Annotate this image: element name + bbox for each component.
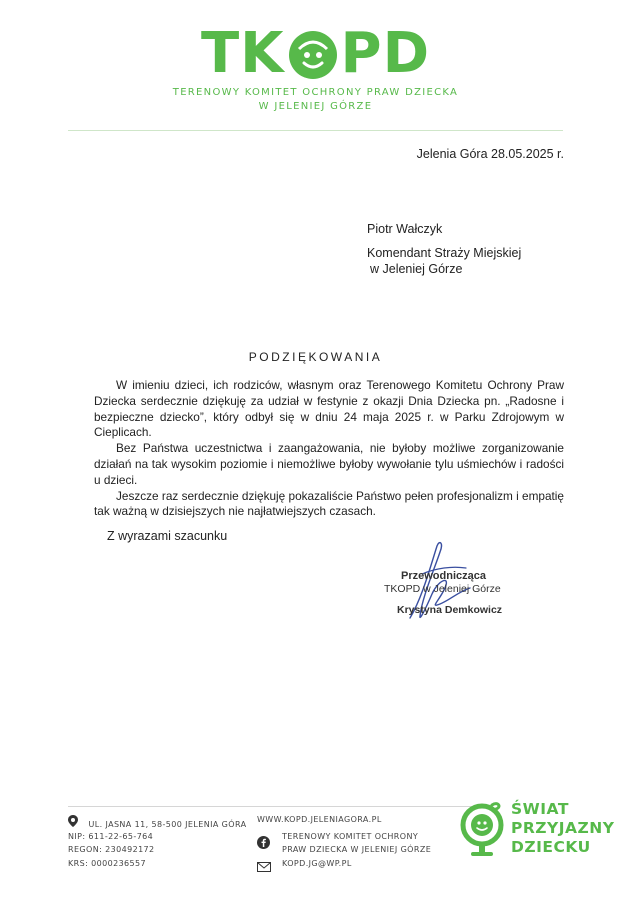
- footer-email-link[interactable]: KOPD.JG@WP.PL: [282, 859, 352, 868]
- body-paragraph-3: Jeszcze raz serdecznie dziękuję pokazaliście Państwo pełen profesjonalizm i empatię tak ważną w dzisiejszych nie najłatwiejszych czasach.: [94, 488, 564, 519]
- footer-address: [68, 814, 246, 832]
- body-paragraph-1: W imieniu dzieci, ich rodziców, własnym oraz Terenowego Komitetu Ochrony Praw Dziecka serdecznie dziękuję za udział w festynie z okazji Dnia Dziecka pn. „Radosne i bezpieczne dziecko”, który odbył się w dniu 24 maja 2025 r. w Parku Zdrojowym w Cieplicach.: [94, 378, 564, 440]
- map-pin-icon: [68, 814, 78, 832]
- letter-body: [94, 378, 564, 520]
- logo-text-left: TK: [200, 21, 285, 86]
- logo-wordmark: [201, 22, 430, 86]
- recipient-location: w Jeleniej Górze: [370, 262, 463, 276]
- body-paragraph-2: Bez Państwa uczestnictwa i zaangażowania, nie byłoby możliwe zorganizowanie działań na tak wysokim poziomie i niemożliwe byłoby wywołanie tylu uśmiechów i radości u dzieci.: [94, 441, 564, 487]
- signatory-role: Przewodnicząca: [401, 570, 486, 582]
- recipient-title: Komendant Straży Miejskiej: [367, 246, 522, 260]
- signatory-organization: TKOPD w Jeleniej Górze: [384, 583, 501, 595]
- badge-line2: PRZYJAZNY: [511, 819, 615, 837]
- footer-nip: NIP: 611-22-65-764: [68, 832, 154, 841]
- footer-divider: [68, 806, 493, 807]
- org-name-line2: W JELENIEJ GÓRZE: [258, 101, 373, 112]
- smiley-face-icon: [287, 29, 339, 81]
- signatory-name: Krystyna Demkowicz: [397, 604, 503, 616]
- footer-regon: REGON: 230492172: [68, 845, 155, 854]
- header-divider: [68, 130, 563, 131]
- footer-krs: KRS: 0000236557: [68, 859, 147, 868]
- globe-child-icon: [458, 799, 508, 864]
- letterhead-logo: [0, 22, 631, 114]
- mail-icon: [257, 859, 271, 877]
- closing-phrase: Z wyrazami szacunku: [107, 529, 228, 543]
- facebook-page-line1[interactable]: TERENOWY KOMITET OCHRONY: [282, 832, 419, 841]
- recipient-name: Piotr Wałczyk: [367, 222, 443, 236]
- letter-date: Jelenia Góra 28.05.2025 r.: [416, 147, 564, 161]
- logo-text-right: PD: [340, 21, 431, 86]
- address-text: UL. JASNA 11, 58-500 JELENIA GÓRA: [88, 820, 247, 829]
- org-name-line1: TERENOWY KOMITET OCHRONY PRAW DZIECKA: [172, 87, 459, 98]
- badge-line3: DZIECKU: [511, 838, 591, 856]
- letter-title: PODZIĘKOWANIA: [248, 350, 383, 364]
- badge-line1: ŚWIAT: [511, 800, 569, 818]
- facebook-page-line2[interactable]: PRAW DZIECKA W JELENIEJ GÓRZE: [282, 845, 432, 854]
- facebook-icon[interactable]: [257, 836, 270, 854]
- footer-website-link[interactable]: WWW.KOPD.JELENIAGORA.PL: [257, 815, 382, 824]
